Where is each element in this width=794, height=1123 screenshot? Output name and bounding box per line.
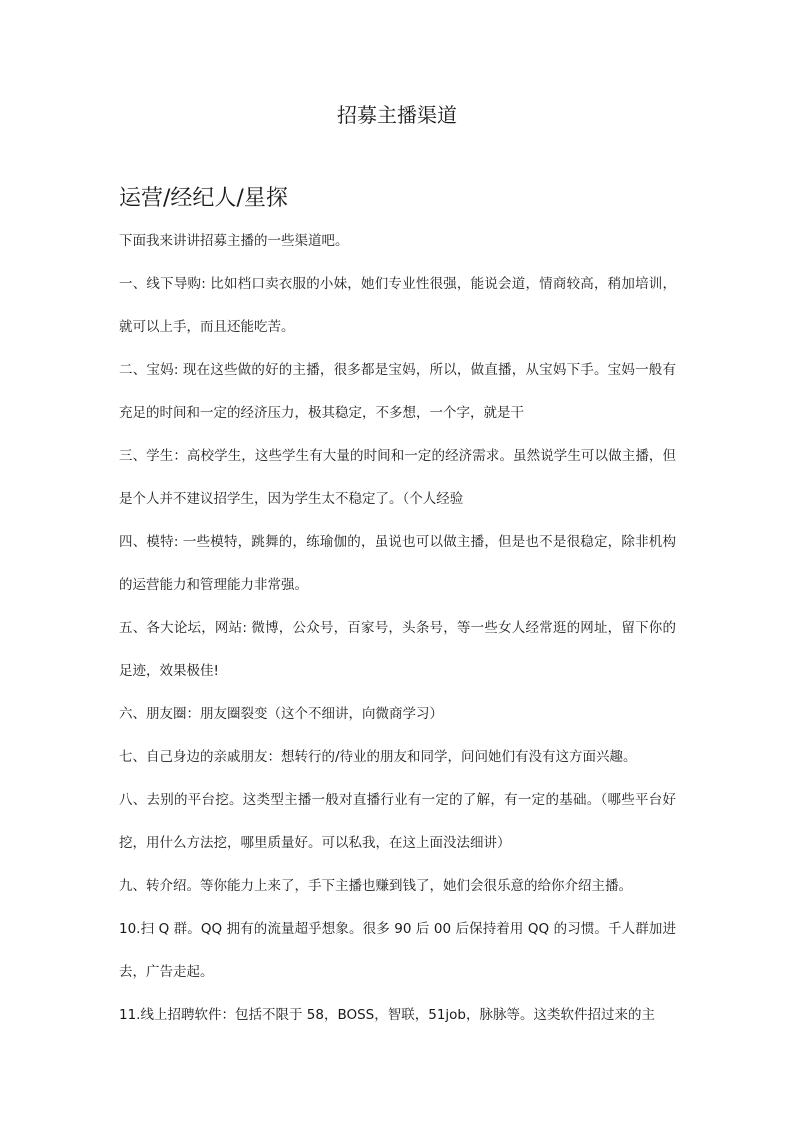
paragraph-relatives: 七、自己身边的亲戚朋友：想转行的/待业的朋友和同学，问问她们有没有这方面兴趣。 [119,749,637,765]
paragraph-referral: 九、转介绍。等你能力上来了，手下主播也赚到钱了，她们会很乐意的给你介绍主播。 [119,878,632,894]
paragraph-students: 三、学生：高校学生，这些学生有大量的时间和一定的经济需求。虽然说学生可以做主播，但是个人并不建议招学生，因为学生太不稳定了。（个人经验 [119,448,676,507]
paragraph-offline-sales: 一、线下导购: 比如档口卖衣服的小妹，她们专业性很强，能说会道，情商较高，稍加培训，就可以上手，而且还能吃苦。 [119,276,676,335]
paragraph-models: 四、模特: 一些模特，跳舞的，练瑜伽的，虽说也可以做主播，但是也不是很稳定，除非机构的运营能力和管理能力非常强。 [119,534,676,593]
document-title: 招募主播渠道 [337,103,457,127]
paragraph-forums: 五、各大论坛，网站: 微博，公众号，百家号，头条号，等一些女人经常逛的网址，留下你的足迹，效果极佳! [119,620,676,679]
paragraph-qq-groups: 10.扫 Q 群。QQ 拥有的流量超乎想象。很多 90 后 00 后保持着用 QQ 的习惯。千人群加进去，广告走起。 [119,921,676,980]
paragraph-job-apps: 11.线上招聘软件：包括不限于 58，BOSS，智联，51job，脉脉等。这类软件招过来的主 [119,1007,655,1023]
section-heading: 运营/经纪人/星探 [119,186,288,211]
paragraph-moments: 六、朋友圈：朋友圈裂变（这个不细讲，向微商学习） [119,706,443,722]
paragraph-intro: 下面我来讲讲招募主播的一些渠道吧。 [119,233,349,249]
document-body [119,220,676,1037]
paragraph-mothers: 二、宝妈: 现在这些做的好的主播，很多都是宝妈，所以，做直播，从宝妈下手。宝妈一般有充足的时间和一定的经济压力，极其稳定，不多想，一个字，就是干 [119,362,676,421]
paragraph-other-platforms: 八、去别的平台挖。这类型主播一般对直播行业有一定的了解，有一定的基础。（哪些平台好挖，用什么方法挖，哪里质量好。可以私我，在这上面没法细讲） [119,792,676,851]
